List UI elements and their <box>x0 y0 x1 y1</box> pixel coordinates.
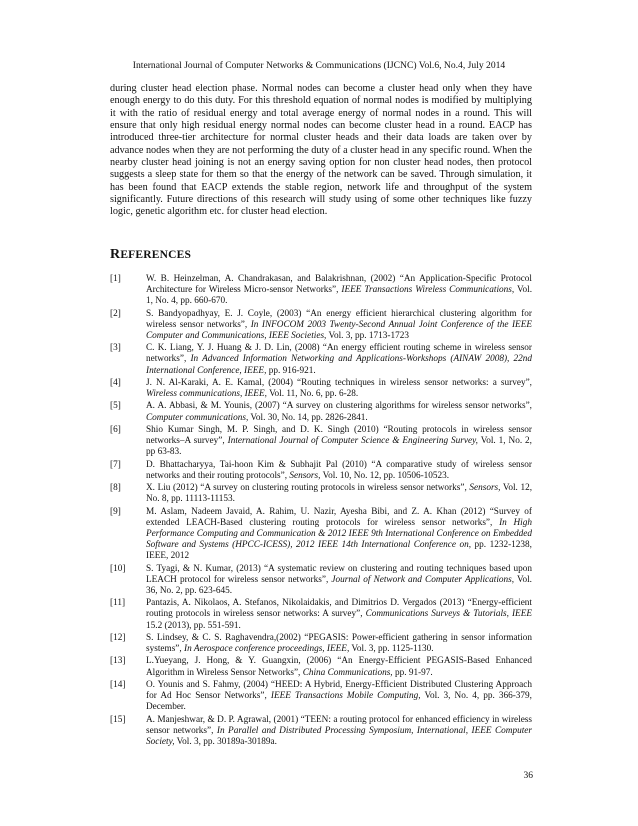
reference-authors-title: C. K. Liang, Y. J. Huang & J. D. Lin, (2008) “An energy efficient routing scheme in wireless sensor networks”, <box>146 343 532 365</box>
reference-text <box>146 425 532 458</box>
reference-authors-title: O. Younis and S. Fahmy, (2004) “HEED: A Hybrid, Energy-Efficient Distributed Clustering Approach for Ad Hoc Sensor Networks”, <box>146 679 532 702</box>
reference-authors-title: M. Aslam, Nadeem Javaid, A. Rahim, U. Nazir, Ayesha Bibi, and Z. A. Khan (2012) “Survey of extended LEACH-Based clustering routing protocols for wireless sensor networks”, <box>146 506 532 528</box>
reference-details: pp. 1232-1238, IEEE, 2012 <box>146 540 532 562</box>
reference-number: [8] <box>110 483 121 494</box>
reference-venue: Wireless communications, IEEE, <box>146 389 267 400</box>
reference-number: [15] <box>110 714 126 725</box>
reference-authors-title: A. A. Abbasi, & M. Younis, (2007) “A survey on clustering algorithms for wireless sensor networks”, <box>146 401 532 412</box>
reference-item <box>110 274 532 307</box>
reference-number: [9] <box>110 506 121 517</box>
reference-details: pp. 916-921. <box>266 365 316 376</box>
reference-text <box>146 507 532 563</box>
reference-item <box>110 507 532 563</box>
reference-authors-title: S. Tyagi, & N. Kumar, (2013) “A systematic review on clustering and routing techniques based upon LEACH protocol for wireless sensor networks”, <box>146 563 532 585</box>
reference-item <box>110 483 532 505</box>
reference-text <box>146 401 532 423</box>
reference-authors-title: W. B. Heinzelman, A. Chandrakasan, and Balakrishnan, (2002) “An Application-Specific Protocol Architecture for Wireless Micro-sensor Networks”, <box>146 274 532 296</box>
reference-number: [6] <box>110 424 121 435</box>
references-heading <box>110 247 191 263</box>
reference-text <box>146 564 532 597</box>
running-header: International Journal of Computer Networks & Communications (IJCNC) Vol.6, No.4, July 2014 <box>132 60 506 71</box>
reference-text <box>146 343 532 376</box>
reference-text <box>146 633 532 655</box>
reference-details: Vol. 3, pp. 30189a-30189a. <box>174 736 277 747</box>
reference-authors-title: S. Lindsey, & C. S. Raghavendra,(2002) “PEGASIS: Power-efficient gathering in sensor information systems”, <box>146 632 532 655</box>
reference-details: Vol. 36, No. 2, pp. 623-645. <box>146 574 532 596</box>
reference-venue: Sensors, <box>469 483 501 494</box>
reference-authors-title: Pantazis, A. Nikolaos, A. Stefanos, Nikolaidakis, and Dimitrios D. Vergados (2013) “Energy-efficient routing protocols in wireless sensor networks: A survey”, <box>146 598 532 620</box>
reference-item <box>110 425 532 458</box>
reference-item <box>110 715 532 748</box>
reference-authors-title: X. Liu (2012) “A survey on clustering routing protocols in wireless sensor networks”, <box>146 483 470 494</box>
reference-number: [4] <box>110 377 121 388</box>
reference-details: 15.2 (2013), pp. 551-591. <box>146 620 241 631</box>
reference-venue: Journal of Network and Computer Applications, <box>331 574 515 585</box>
reference-text <box>146 598 532 631</box>
reference-authors-title: D. Bhattacharyya, Tai-hoon Kim & Subhajit Pal (2010) “A comparative study of wireless sensor networks and their routing protocols”, <box>146 459 532 481</box>
reference-number: [12] <box>110 632 126 643</box>
reference-venue: International Journal of Computer Science & Engineering Survey, <box>227 436 478 447</box>
reference-number: [3] <box>110 343 121 354</box>
reference-item <box>110 378 532 400</box>
reference-venue: IEEE Transactions Wireless Communications, <box>341 285 515 296</box>
reference-venue: IEEE Transactions Mobile Computing, <box>270 691 421 702</box>
reference-item <box>110 564 532 597</box>
reference-authors-title: L.Yueyang, J. Hong, & Y. Guangxin, (2006) “An Energy-Efficient PEGASIS-Based Enhanced Algorithm in Wireless Sensor Networks”, <box>146 656 532 678</box>
reference-item <box>110 460 532 482</box>
reference-details: Vol. 30, No. 14, pp. 2826-2841. <box>248 412 368 423</box>
reference-item <box>110 343 532 376</box>
reference-number: [10] <box>110 563 126 574</box>
reference-text <box>146 680 532 713</box>
references-heading-initial: R <box>110 247 121 262</box>
reference-venue: Sensors, <box>289 470 321 481</box>
reference-number: [13] <box>110 656 126 667</box>
page-number: 36 <box>523 771 533 781</box>
reference-venue: In Parallel and Distributed Processing Symposium, International, IEEE Computer Society, <box>146 725 532 747</box>
reference-number: [11] <box>110 598 126 609</box>
reference-number: [7] <box>110 459 121 470</box>
reference-details: pp. 91-97. <box>392 667 433 678</box>
reference-text <box>146 378 532 400</box>
reference-venue: In INFOCOM 2003 Twenty-Second Annual Joint Conference of the IEEE Computer and Communications, IEEE Societies, <box>146 319 532 341</box>
reference-authors-title: A. Manjeshwar, & D. P. Agrawal, (2001) “TEEN: a routing protocol for enhanced efficiency in wireless sensor networks”, <box>146 714 532 736</box>
reference-authors-title: J. N. Al-Karaki, A. E. Kamal, (2004) “Routing techniques in wireless sensor networks: a survey”, <box>146 377 532 388</box>
reference-text <box>146 309 532 342</box>
conclusion-paragraph: during cluster head election phase. Normal nodes can become a cluster head only when they have enough energy to do this duty. For this threshold equation of normal nodes is modified by multiplying it with the ratio of residual energy and total average energy of normal nodes in a round. This will ensure that only high residual energy normal nodes can become cluster head in a round. EACP has introduced three-tier architecture for normal cluster heads and their data loads are taken over by advance nodes when they are not performing the duty of a cluster head in any specific round. When the nearby cluster head joining is not an energy saving option for non cluster head nodes, then protocol suggests a sleep state for them so that the energy of the network can be saved. Through simulation, it has been found that EACP extends the stable region, network life and throughput of the system significantly. Future directions of this research will study using of some other techniques like fuzzy logic, genetic algorithm etc. for cluster head election. <box>110 83 532 218</box>
reference-number: [1] <box>110 274 121 284</box>
reference-details: Vol. 12, No. 8, pp. 11113-11153. <box>146 483 533 505</box>
reference-text <box>146 656 532 678</box>
reference-text <box>146 715 532 748</box>
reference-number: [14] <box>110 679 126 690</box>
reference-venue: Computer communications, <box>146 412 249 423</box>
reference-details: Vol. 3, No. 4, pp. 366-379, December. <box>146 691 532 713</box>
reference-item <box>110 309 532 342</box>
reference-details: Vol. 10, No. 12, pp. 10506-10523. <box>320 470 450 481</box>
reference-details: Vol. 3, pp. 1125-1130. <box>349 644 434 655</box>
reference-number: [2] <box>110 308 121 319</box>
reference-venue: In Advanced Information Networking and Applications-Workshops (AINAW 2008), 22nd International Conference, IEEE, <box>146 354 532 376</box>
reference-details: Vol. 11, No. 6, pp. 6-28. <box>266 389 359 400</box>
reference-authors-title: S. Bandyopadhyay, E. J. Coyle, (2003) “An energy efficient hierarchical clustering algorithm for wireless sensor networks”, <box>146 308 532 330</box>
reference-details: Vol. 1, No. 4, pp. 660-670. <box>146 285 533 307</box>
reference-venue: In High Performance Computing and Communication & 2012 IEEE 9th International Conference on Embedded Software and Systems (HPCC-ICESS), 2012 IEEE 14th International Conference on, <box>146 517 532 551</box>
reference-item <box>110 401 532 423</box>
references-heading-rest: EFERENCES <box>120 249 192 261</box>
reference-details: Vol. 1, No. 2, pp 63-83. <box>146 436 532 458</box>
reference-venue: In Aerospace conference proceedings, IEEE, <box>184 644 350 655</box>
reference-item <box>110 633 532 655</box>
reference-item <box>110 598 532 631</box>
reference-item <box>110 680 532 713</box>
reference-number: [5] <box>110 401 121 412</box>
reference-text <box>146 483 532 505</box>
reference-venue: China Communications, <box>302 667 393 678</box>
reference-authors-title: Shio Kumar Singh, M. P. Singh, and D. K. Singh (2010) “Routing protocols in wireless sensor networks–A survey”, <box>146 424 532 447</box>
reference-venue: Communications Surveys & Tutorials, IEEE <box>365 609 533 620</box>
reference-list <box>110 274 532 749</box>
reference-item <box>110 656 532 678</box>
reference-details: Vol. 3, pp. 1713-1723 <box>326 330 410 341</box>
reference-text <box>146 460 532 482</box>
reference-text <box>146 274 532 307</box>
